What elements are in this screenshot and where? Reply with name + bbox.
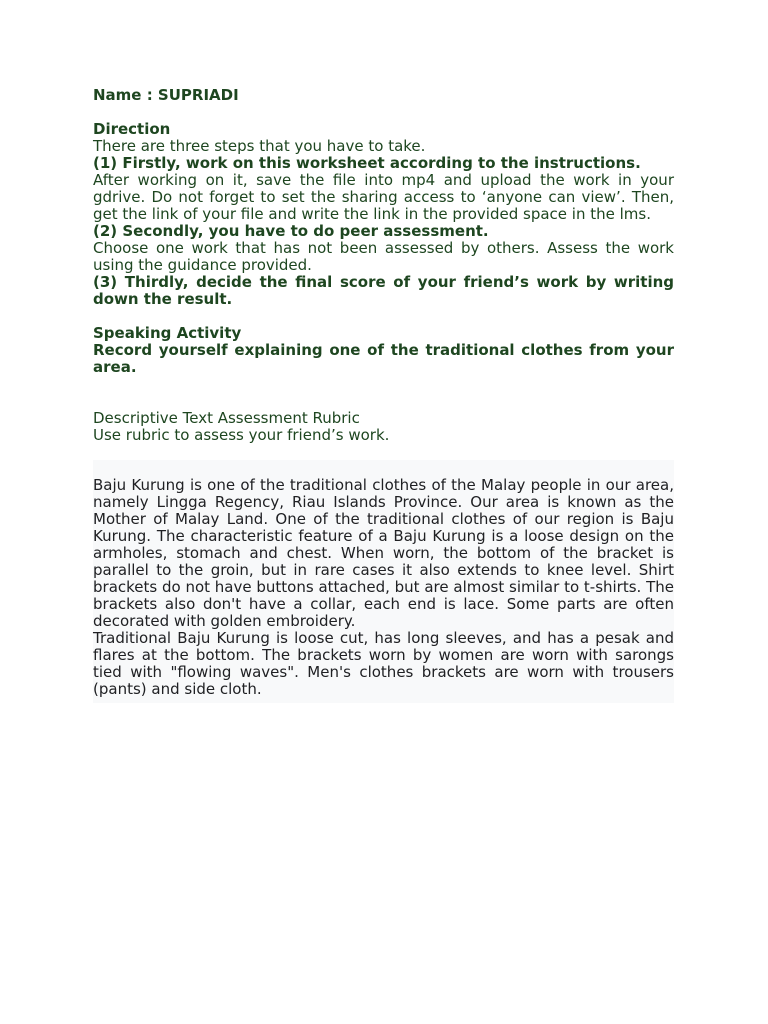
- spacer: [93, 308, 674, 325]
- answer-text-box: [93, 460, 674, 703]
- spacer: [93, 104, 674, 121]
- spacer: [93, 393, 674, 410]
- direction-heading: Direction: [93, 120, 171, 138]
- direction-intro: There are three steps that you have to take.: [93, 137, 426, 155]
- spacer: [93, 376, 674, 393]
- worksheet-body: [93, 87, 674, 444]
- student-name: Name : SUPRIADI: [93, 86, 239, 104]
- step3-title: (3) Thirdly, decide the final score of your friend’s work by writing down the result.: [93, 273, 674, 308]
- speaking-heading: Speaking Activity: [93, 324, 242, 342]
- step1-title: (1) Firstly, work on this worksheet according to the instructions.: [93, 154, 641, 172]
- step1-text: After working on it, save the file into mp4 and upload the work in your gdrive. Do not forget to set the sharing access to ‘anyone can view’. Then, get the link of your file and write the link in the provided space in the lms.: [93, 171, 674, 223]
- step2-text: Choose one work that has not been assessed by others. Assess the work using the guidance provided.: [93, 239, 674, 274]
- rubric-title: Descriptive Text Assessment Rubric: [93, 409, 360, 427]
- step2-title: (2) Secondly, you have to do peer assessment.: [93, 222, 489, 240]
- speaking-instruction: Record yourself explaining one of the traditional clothes from your area.: [93, 341, 674, 376]
- rubric-instruction: Use rubric to assess your friend’s work.: [93, 426, 390, 444]
- answer-paragraph-1: Baju Kurung is one of the traditional clothes of the Malay people in our area, namely Lingga Regency, Riau Islands Province. Our area is known as the Mother of Malay Land. One of the traditional clothes of our region is Baju Kurung. The characteristic feature of a Baju Kurung is a loose design on the armholes, stomach and chest. When worn, the bottom of the bracket is parallel to the groin, but in rare cases it also extends to knee level. Shirt brackets do not have buttons attached, but are almost similar to t-shirts. The brackets also don't have a collar, each end is lace. Some parts are often decorated with golden embroidery.: [93, 476, 674, 630]
- answer-paragraph-2: Traditional Baju Kurung is loose cut, has long sleeves, and has a pesak and flares at the bottom. The brackets worn by women are worn with sarongs tied with "flowing waves". Men's clothes brackets are worn with trousers (pants) and side cloth.: [93, 629, 674, 698]
